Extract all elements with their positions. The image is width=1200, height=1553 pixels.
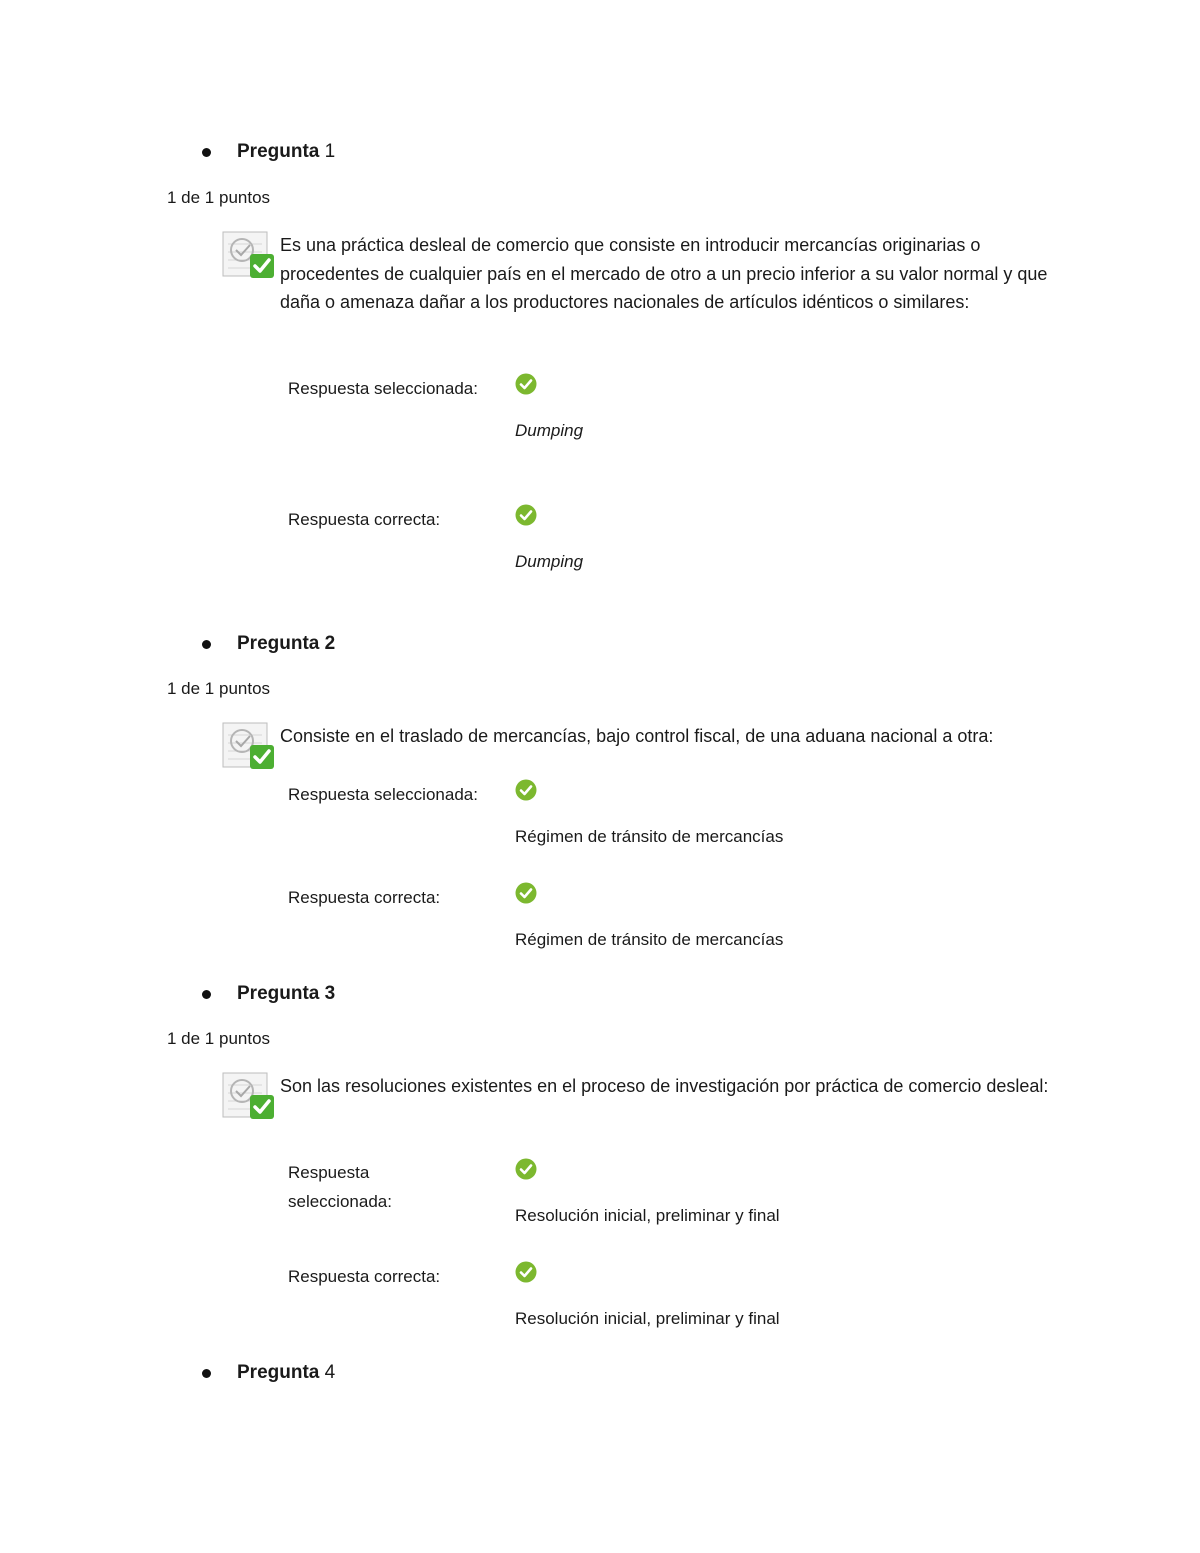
question-2-text: Consiste en el traslado de mercancías, bajo control fiscal, de una aduana nacional a otra:	[280, 726, 994, 746]
question-number: 2	[324, 633, 336, 654]
question-3-text: Son las resoluciones existentes en el proceso de investigación por práctica de comercio desleal:	[280, 1076, 1049, 1096]
green-check-icon	[515, 1261, 537, 1283]
green-check-icon	[515, 779, 537, 801]
question-1-text: Es una práctica desleal de comercio que consiste en introducir mercancías originarias o procedentes de cualquier país en el mercado de otro a un precio inferior a su valor normal y que daña o amenaza dañar a los productores nacionales de artículos idénticos o similares:	[280, 235, 1048, 312]
green-check-icon	[515, 1158, 537, 1180]
selected-answer-text: Dumping	[515, 421, 584, 440]
question-2-heading	[202, 632, 335, 656]
selected-answer-label: Respuesta seleccionada:	[288, 785, 478, 804]
question-number: 3	[324, 983, 336, 1004]
bullet	[202, 148, 211, 157]
question-title-word: Pregunta	[237, 633, 320, 654]
question-title-word: Pregunta	[237, 1362, 320, 1383]
correct-answer-label: Respuesta correcta:	[288, 888, 441, 907]
question-number: 1	[324, 141, 336, 162]
graded-correct-icon	[222, 721, 276, 771]
correct-answer-text: Resolución inicial, preliminar y final	[515, 1309, 780, 1328]
graded-correct-icon	[222, 230, 276, 280]
selected-answer-text: Régimen de tránsito de mercancías	[515, 827, 784, 846]
question-number: 4	[324, 1362, 336, 1383]
correct-answer-label: Respuesta correcta:	[288, 1267, 441, 1286]
selected-answer-text: Resolución inicial, preliminar y final	[515, 1206, 780, 1225]
question-title-word: Pregunta	[237, 983, 320, 1004]
question-4-heading	[202, 1361, 335, 1385]
green-check-icon	[515, 882, 537, 904]
question-3-points: 1 de 1 puntos	[167, 1029, 271, 1048]
green-check-icon	[515, 373, 537, 395]
correct-answer-label: Respuesta correcta:	[288, 510, 441, 529]
bullet	[202, 640, 211, 649]
graded-correct-icon	[222, 1071, 276, 1121]
question-2-points: 1 de 1 puntos	[167, 679, 271, 698]
question-3-heading	[202, 982, 335, 1006]
green-check-icon	[515, 504, 537, 526]
question-title-word: Pregunta	[237, 141, 320, 162]
question-1-heading	[202, 140, 335, 164]
correct-answer-text: Dumping	[515, 552, 584, 571]
bullet	[202, 990, 211, 999]
bullet	[202, 1369, 211, 1378]
question-1-points: 1 de 1 puntos	[167, 188, 271, 207]
selected-answer-label: Respuesta seleccionada:	[288, 1163, 392, 1211]
selected-answer-label: Respuesta seleccionada:	[288, 379, 478, 398]
correct-answer-text: Régimen de tránsito de mercancías	[515, 930, 784, 949]
